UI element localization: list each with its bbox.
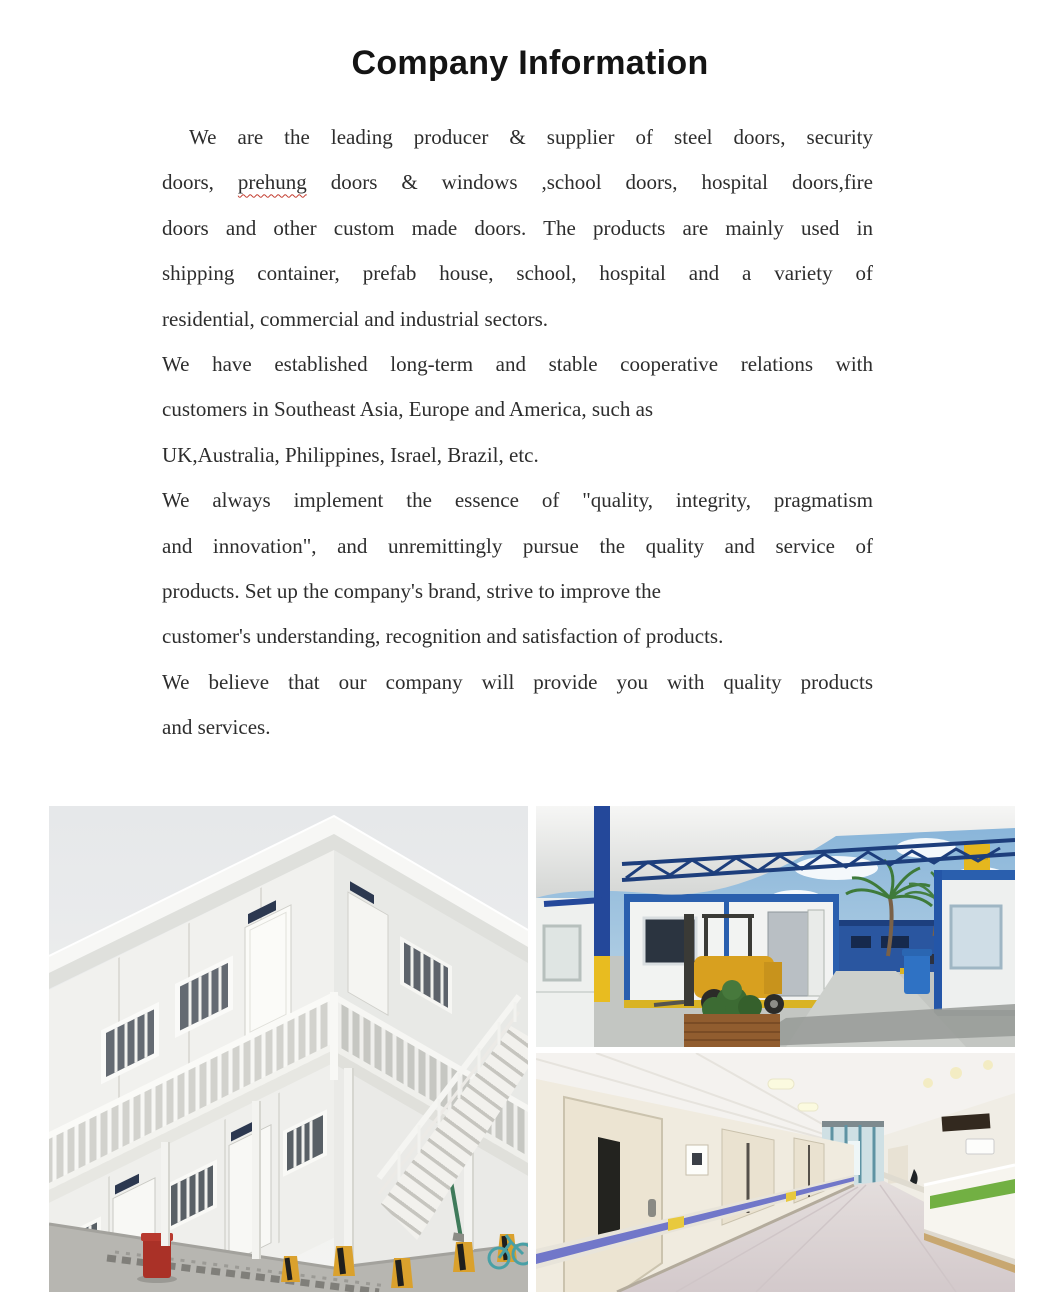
paragraph-line: We have established long-term and stable cooperative relations with [162,352,873,377]
paragraph-line: products. Set up the company's brand, strive to improve the [162,579,661,604]
paragraph-line: shipping container, prefab house, school, hospital and a variety of [162,261,873,286]
company-description [162,115,873,751]
paragraph-line: doors, prehung doors & windows ,school doors, hospital doors,fire [162,170,873,195]
page-title: Company Information [351,44,709,82]
misspelled-word: prehung [237,170,307,195]
paragraph-line: customer's understanding, recognition and satisfaction of products. [162,624,724,649]
photo-hospital-corridor [536,1053,1015,1292]
paragraph-line: and innovation", and unremittingly pursue the quality and service of [162,533,873,558]
paragraph-line: We are the leading producer & supplier of steel doors, security [189,125,873,149]
photo-container-yard [536,806,1015,1047]
photo-container-house [49,806,528,1292]
paragraph-line: and services. [162,715,271,740]
paragraph-line: We believe that our company will provide you with quality products [162,669,873,694]
paragraph-line: customers in Southeast Asia, Europe and America, such as [162,397,654,422]
paragraph-line: UK,Australia, Philippines, Israel, Brazil, etc. [162,442,539,467]
paragraph-line: residential, commercial and industrial sectors. [162,306,549,331]
paragraph-line: doors and other custom made doors. The products are mainly used in [162,215,873,240]
paragraph-line: We always implement the essence of "quality, integrity, pragmatism [162,488,873,513]
